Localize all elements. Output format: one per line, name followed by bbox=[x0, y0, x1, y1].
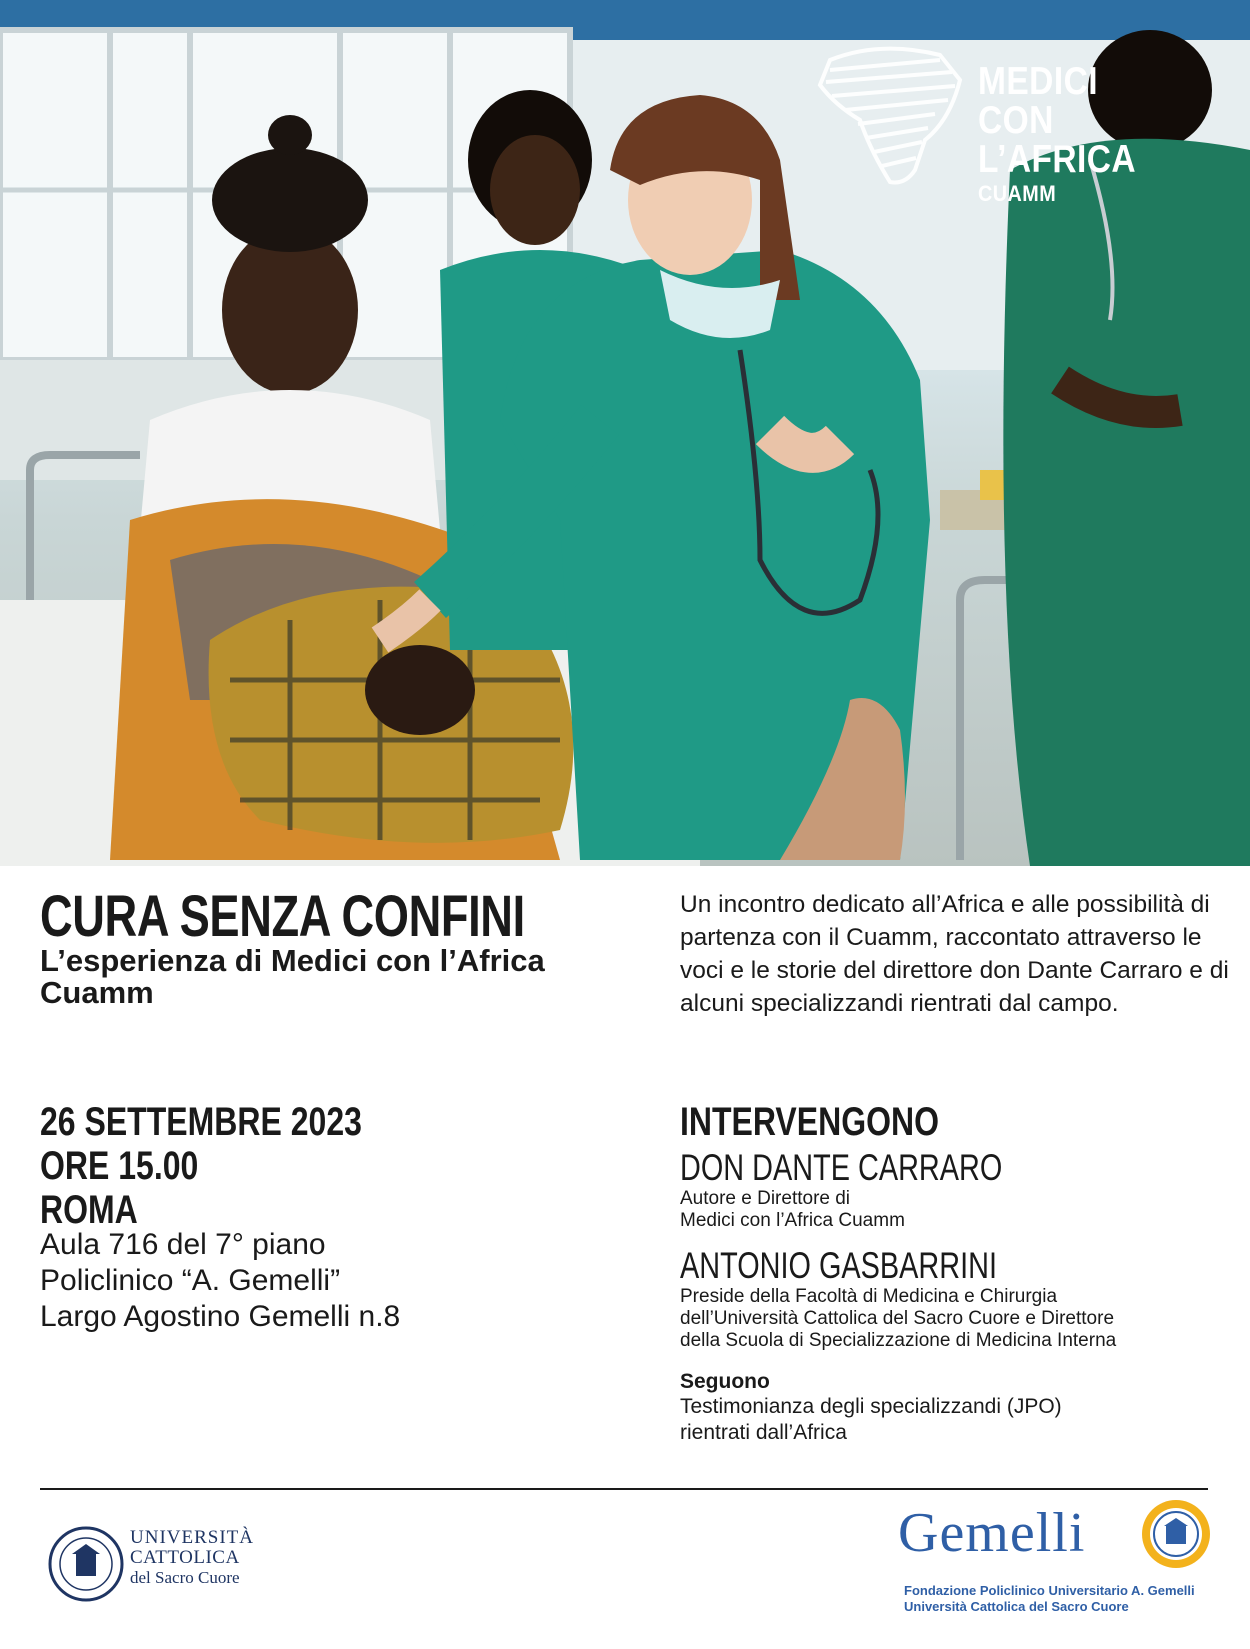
venue-line-3: Largo Agostino Gemelli n.8 bbox=[40, 1300, 401, 1333]
speakers-heading: INTERVENGONO bbox=[680, 1100, 939, 1144]
gemelli-logo-subtitle bbox=[904, 1583, 1195, 1615]
speaker-name: ANTONIO GASBARRINI bbox=[680, 1245, 997, 1286]
follow-line: rientrati dall’Africa bbox=[680, 1421, 847, 1444]
follow-line: Testimonianza degli specializzandi (JPO) bbox=[680, 1395, 1062, 1418]
follow-label: Seguono bbox=[680, 1370, 770, 1393]
logo-line-3: CUAMM bbox=[978, 181, 1057, 206]
event-date: 26 SETTEMBRE 2023 bbox=[40, 1100, 362, 1144]
speaker-role-line: della Scuola di Specializzazione di Medicina Interna bbox=[680, 1330, 1117, 1351]
event-title: CURA SENZA CONFINI bbox=[40, 884, 525, 949]
speaker-name: DON DANTE CARRARO bbox=[680, 1147, 1003, 1188]
speaker-role-line: dell’Università Cattolica del Sacro Cuore e Direttore bbox=[680, 1308, 1115, 1329]
logo-line-2: CON L’AFRICA bbox=[978, 99, 1137, 181]
medici-con-lafrica-logo bbox=[978, 62, 1250, 205]
event-venue bbox=[40, 1227, 400, 1335]
event-time: ORE 15.00 bbox=[40, 1144, 199, 1188]
footer-divider bbox=[40, 1488, 1208, 1490]
gemelli-sub-line-2: Università Cattolica del Sacro Cuore bbox=[904, 1599, 1129, 1614]
ucsc-line-1: UNIVERSITÀ bbox=[130, 1527, 254, 1548]
speaker-role-line: Medici con l’Africa Cuamm bbox=[680, 1210, 905, 1231]
event-date-block bbox=[40, 1100, 442, 1232]
venue-line-2: Policlinico “A. Gemelli” bbox=[40, 1264, 341, 1297]
gemelli-sub-line-1: Fondazione Policlinico Universitario A. Gemelli bbox=[904, 1583, 1195, 1598]
logo-line-1: MEDICI bbox=[978, 60, 1098, 103]
event-city: ROMA bbox=[40, 1188, 138, 1232]
speaker-role-line: Autore e Direttore di bbox=[680, 1188, 851, 1209]
ucsc-line-2: CATTOLICA bbox=[130, 1547, 240, 1568]
venue-line-1: Aula 716 del 7° piano bbox=[40, 1228, 326, 1261]
speakers-section bbox=[680, 1100, 1240, 1446]
event-intro: Un incontro dedicato all’Africa e alle possibilità di partenza con il Cuamm, raccontato attraverso le voci e le storie del direttore don Dante Carraro e di alcuni specializzandi rientrati dal campo. bbox=[680, 891, 1229, 1017]
gemelli-logo-wordmark: Gemelli bbox=[898, 1502, 1086, 1564]
gemelli-seal-icon bbox=[1140, 1498, 1212, 1570]
speaker-role-line: Preside della Facoltà di Medicina e Chirurgia bbox=[680, 1286, 1058, 1307]
ucsc-logo bbox=[130, 1528, 254, 1588]
ucsc-line-3: del Sacro Cuore bbox=[130, 1568, 240, 1587]
event-subtitle: L’esperienza di Medici con l’Africa Cuamm bbox=[40, 943, 545, 1010]
